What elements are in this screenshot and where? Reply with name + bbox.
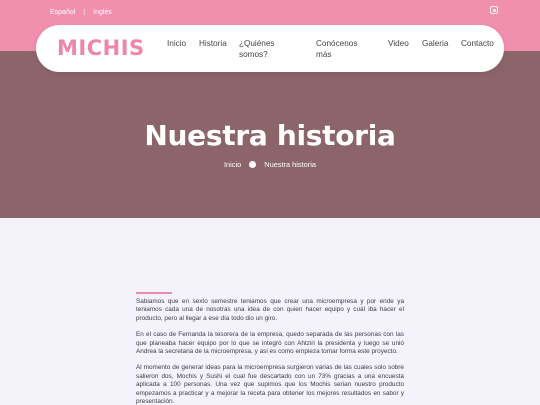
nav-item-quienes-somos[interactable]: ¿Quiénes somos? bbox=[239, 39, 275, 59]
page-title: Nuestra historia bbox=[144, 119, 396, 152]
section-accent-line bbox=[136, 292, 172, 294]
nav-item-historia[interactable]: Historia bbox=[199, 39, 227, 48]
breadcrumb-separator-dot bbox=[249, 161, 256, 168]
hero-banner bbox=[0, 51, 540, 218]
history-paragraph: Al momento de generar ideas para la microempresa surgieron varias de las cuales solo sobre salieron dos, Mochis y Sushi el cual fue descartado con un 73% gracias a una encuesta aplicada a 100 personas. Una vez que supimos que los Mochis serian nuestro producto empezamos a practicar y a mejorar la receta para obtener los mejores resultados en sabor y presentación. bbox=[136, 364, 404, 405]
language-english-link[interactable]: Inglés bbox=[93, 9, 112, 16]
navigation-bar bbox=[36, 25, 504, 72]
instagram-icon[interactable] bbox=[490, 6, 498, 14]
breadcrumb-current: Nuestra historia bbox=[264, 160, 317, 169]
language-switcher bbox=[50, 9, 112, 16]
nav-item-inicio[interactable]: Inicio bbox=[167, 39, 187, 48]
language-spanish-link[interactable]: Español bbox=[50, 9, 76, 16]
history-paragraph: Sabiamos que en sexto semestre teniamos que crear una microempresa y por ende ya teniamos cada una de nosotras una idea de con quien hacer equipo y cuál iba hacer el producto, pero al llegar a ese día todo dio un giro. bbox=[136, 298, 404, 322]
history-content bbox=[136, 292, 404, 405]
brand-logo[interactable]: MICHIS bbox=[57, 36, 145, 60]
nav-item-conocenos[interactable]: Conócenos más bbox=[316, 39, 358, 59]
nav-item-contacto[interactable]: Contacto bbox=[461, 39, 494, 48]
breadcrumb-home-link[interactable]: Inicio bbox=[223, 160, 242, 169]
nav-item-video[interactable]: Video bbox=[388, 39, 409, 48]
history-paragraph: En el caso de Fernanda la tesorera de la empresa, quedo separada de las personas con las que planeaba hacer equipo por lo que se integró con Ahtziri la presidenta y luego se unió Andrea la secretaria de la microempresa, y asi es como empieza tomar forma este proyecto. bbox=[136, 331, 404, 356]
nav-item-galeria[interactable]: Galeria bbox=[422, 39, 449, 48]
language-separator: | bbox=[83, 9, 86, 16]
breadcrumb bbox=[0, 160, 540, 169]
